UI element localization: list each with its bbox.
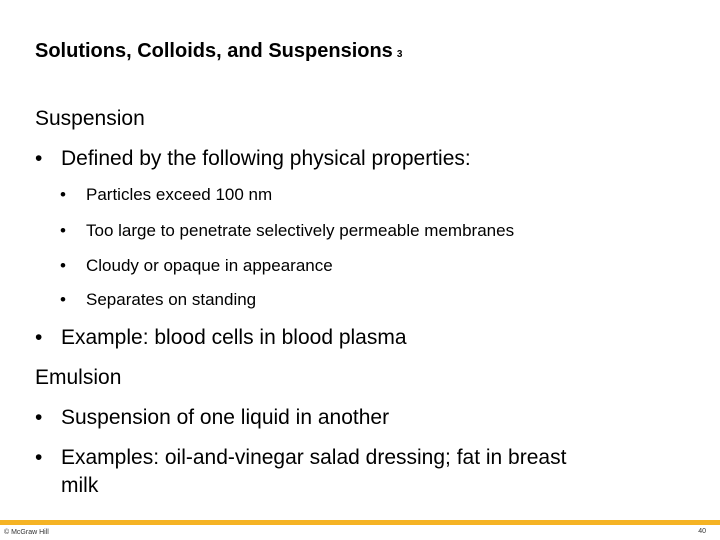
bullet-icon: • — [35, 326, 43, 349]
suspension-example-bullet — [35, 326, 407, 350]
bullet-icon: • — [60, 256, 66, 275]
emulsion-heading: Emulsion — [35, 366, 122, 389]
bullet-icon: • — [35, 147, 43, 170]
bullet-icon: • — [60, 221, 66, 240]
bullet-text: Defined by the following physical properties: — [61, 147, 471, 170]
page-number: 40 — [698, 528, 706, 535]
property-text: Too large to penetrate selectively permeable membranes — [86, 221, 515, 240]
emulsion-example-bullet — [35, 446, 566, 470]
slide-title-number: 3 — [396, 49, 403, 60]
bullet-text: Example: blood cells in blood plasma — [61, 326, 407, 349]
property-membranes — [60, 221, 514, 241]
suspension-definition-bullet — [35, 147, 471, 171]
property-text: Cloudy or opaque in appearance — [86, 256, 333, 275]
bullet-text: Suspension of one liquid in another — [61, 406, 390, 429]
footer-copyright: © McGraw Hill — [4, 529, 49, 536]
emulsion-definition-bullet — [35, 406, 389, 430]
emulsion-example-continuation: milk — [61, 474, 99, 497]
bullet-text: Examples: oil-and-vinegar salad dressing; fat in breast — [61, 446, 567, 469]
property-particles — [60, 185, 272, 205]
property-text: Particles exceed 100 nm — [86, 185, 273, 204]
slide-title-text: Solutions, Colloids, and Suspensions — [35, 40, 393, 62]
property-text: Separates on standing — [86, 290, 257, 309]
bullet-icon: • — [60, 185, 66, 204]
footer-accent-bar — [0, 520, 720, 525]
property-separates — [60, 290, 256, 310]
suspension-heading: Suspension — [35, 107, 145, 130]
bullet-icon: • — [60, 290, 66, 309]
bullet-icon: • — [35, 446, 43, 469]
property-appearance — [60, 256, 333, 276]
slide-title — [35, 40, 402, 63]
bullet-icon: • — [35, 406, 43, 429]
